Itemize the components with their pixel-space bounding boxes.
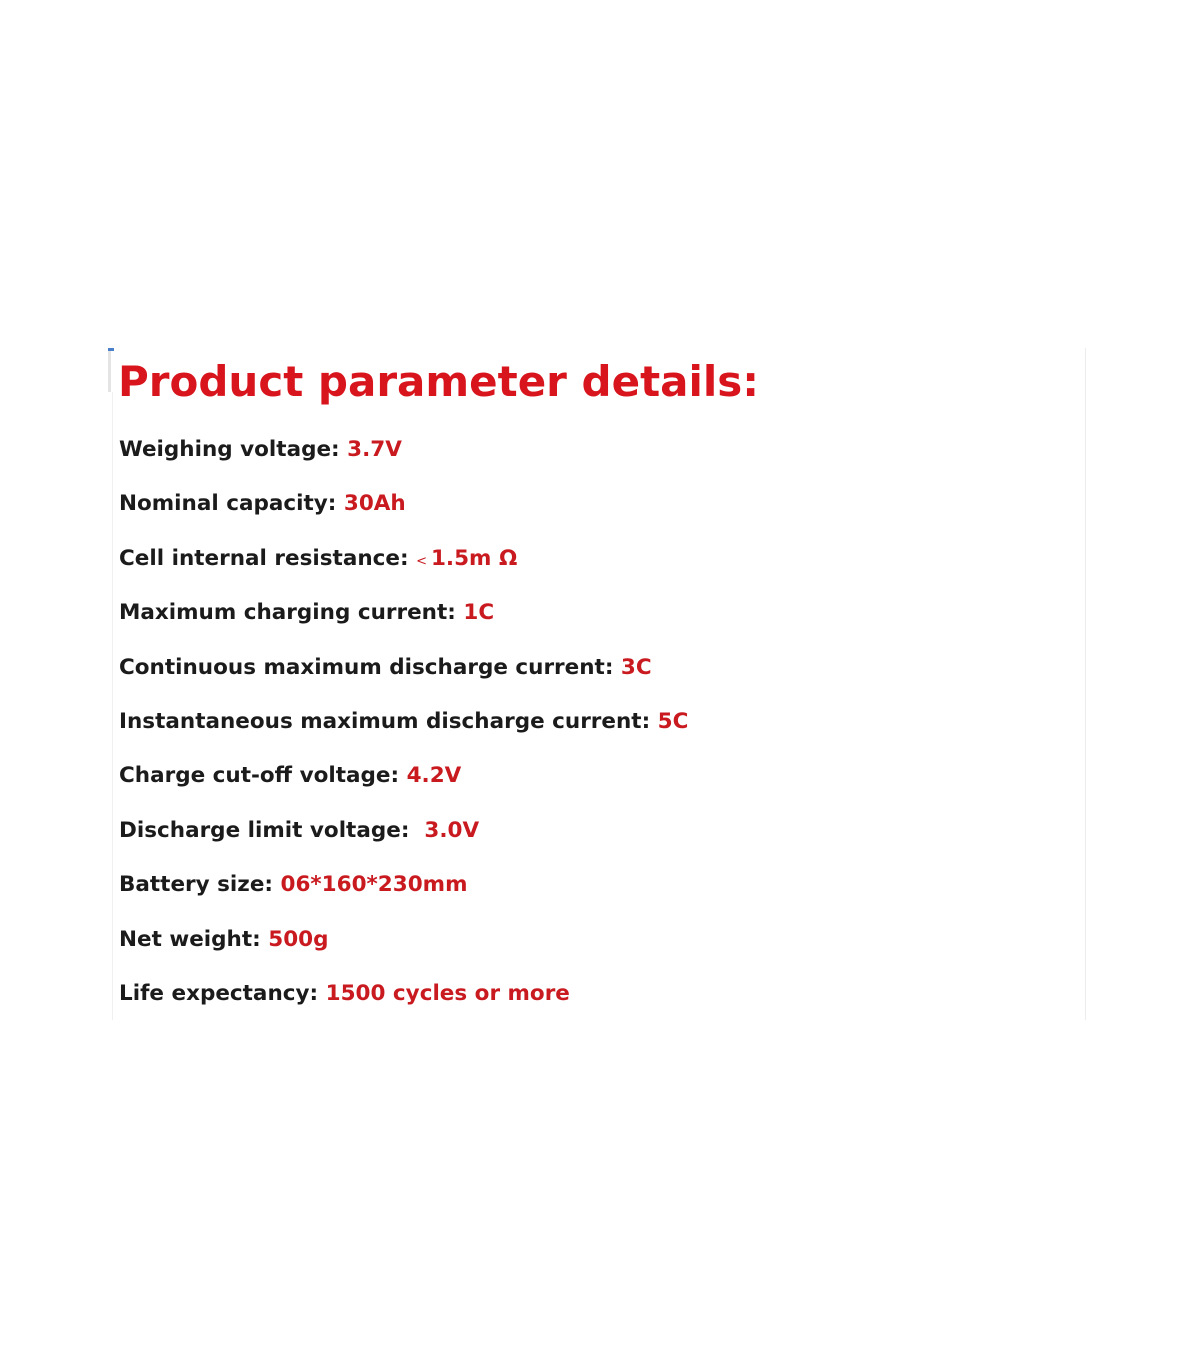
less-than-sign: < — [416, 553, 427, 569]
param-value: 1C — [463, 600, 495, 626]
param-maximum-charging-current — [119, 595, 688, 649]
panel-left-edge — [108, 348, 111, 392]
param-value: 30Ah — [343, 491, 406, 517]
param-discharge-limit-voltage — [119, 813, 688, 867]
param-charge-cutoff-voltage — [119, 758, 688, 812]
panel-right-border — [1085, 348, 1086, 1020]
param-label: Cell internal resistance: — [119, 545, 409, 571]
param-value: 5C — [657, 708, 689, 734]
param-label: Instantaneous maximum discharge current: — [119, 708, 651, 734]
param-net-weight — [119, 922, 688, 976]
parameter-list — [119, 432, 688, 1030]
param-value: 1.5m Ω — [430, 545, 518, 571]
param-cell-internal-resistance — [119, 541, 688, 595]
param-value: 3.7V — [347, 437, 402, 462]
param-value: 500g — [268, 926, 329, 952]
param-continuous-max-discharge-current — [119, 650, 688, 704]
param-weighing-voltage — [119, 432, 688, 486]
param-battery-size — [119, 867, 688, 921]
param-instantaneous-max-discharge-current — [119, 704, 688, 758]
param-life-expectancy — [119, 976, 688, 1030]
param-value: 1500 cycles or more — [325, 980, 570, 1006]
parameter-panel — [108, 348, 1086, 1020]
param-label: Maximum charging current: — [119, 600, 456, 626]
param-label: Life expectancy: — [119, 980, 319, 1006]
param-value: 4.2V — [406, 763, 462, 789]
param-label: Weighing voltage: — [119, 437, 340, 462]
page-title: Product parameter details: — [118, 357, 760, 406]
param-label: Charge cut-off voltage: — [119, 763, 400, 789]
param-label: Net weight: — [119, 926, 261, 952]
param-label: Discharge limit voltage: — [119, 817, 410, 843]
param-value: 3.0V — [416, 817, 480, 843]
param-label: Continuous maximum discharge current: — [119, 654, 614, 680]
panel-left-border — [112, 392, 113, 1020]
param-label: Nominal capacity: — [119, 491, 337, 517]
param-value: 06*160*230mm — [280, 872, 468, 898]
param-label: Battery size: — [119, 872, 273, 898]
param-value: 3C — [620, 654, 652, 680]
panel-corner-mark — [108, 348, 114, 351]
param-nominal-capacity — [119, 486, 688, 540]
